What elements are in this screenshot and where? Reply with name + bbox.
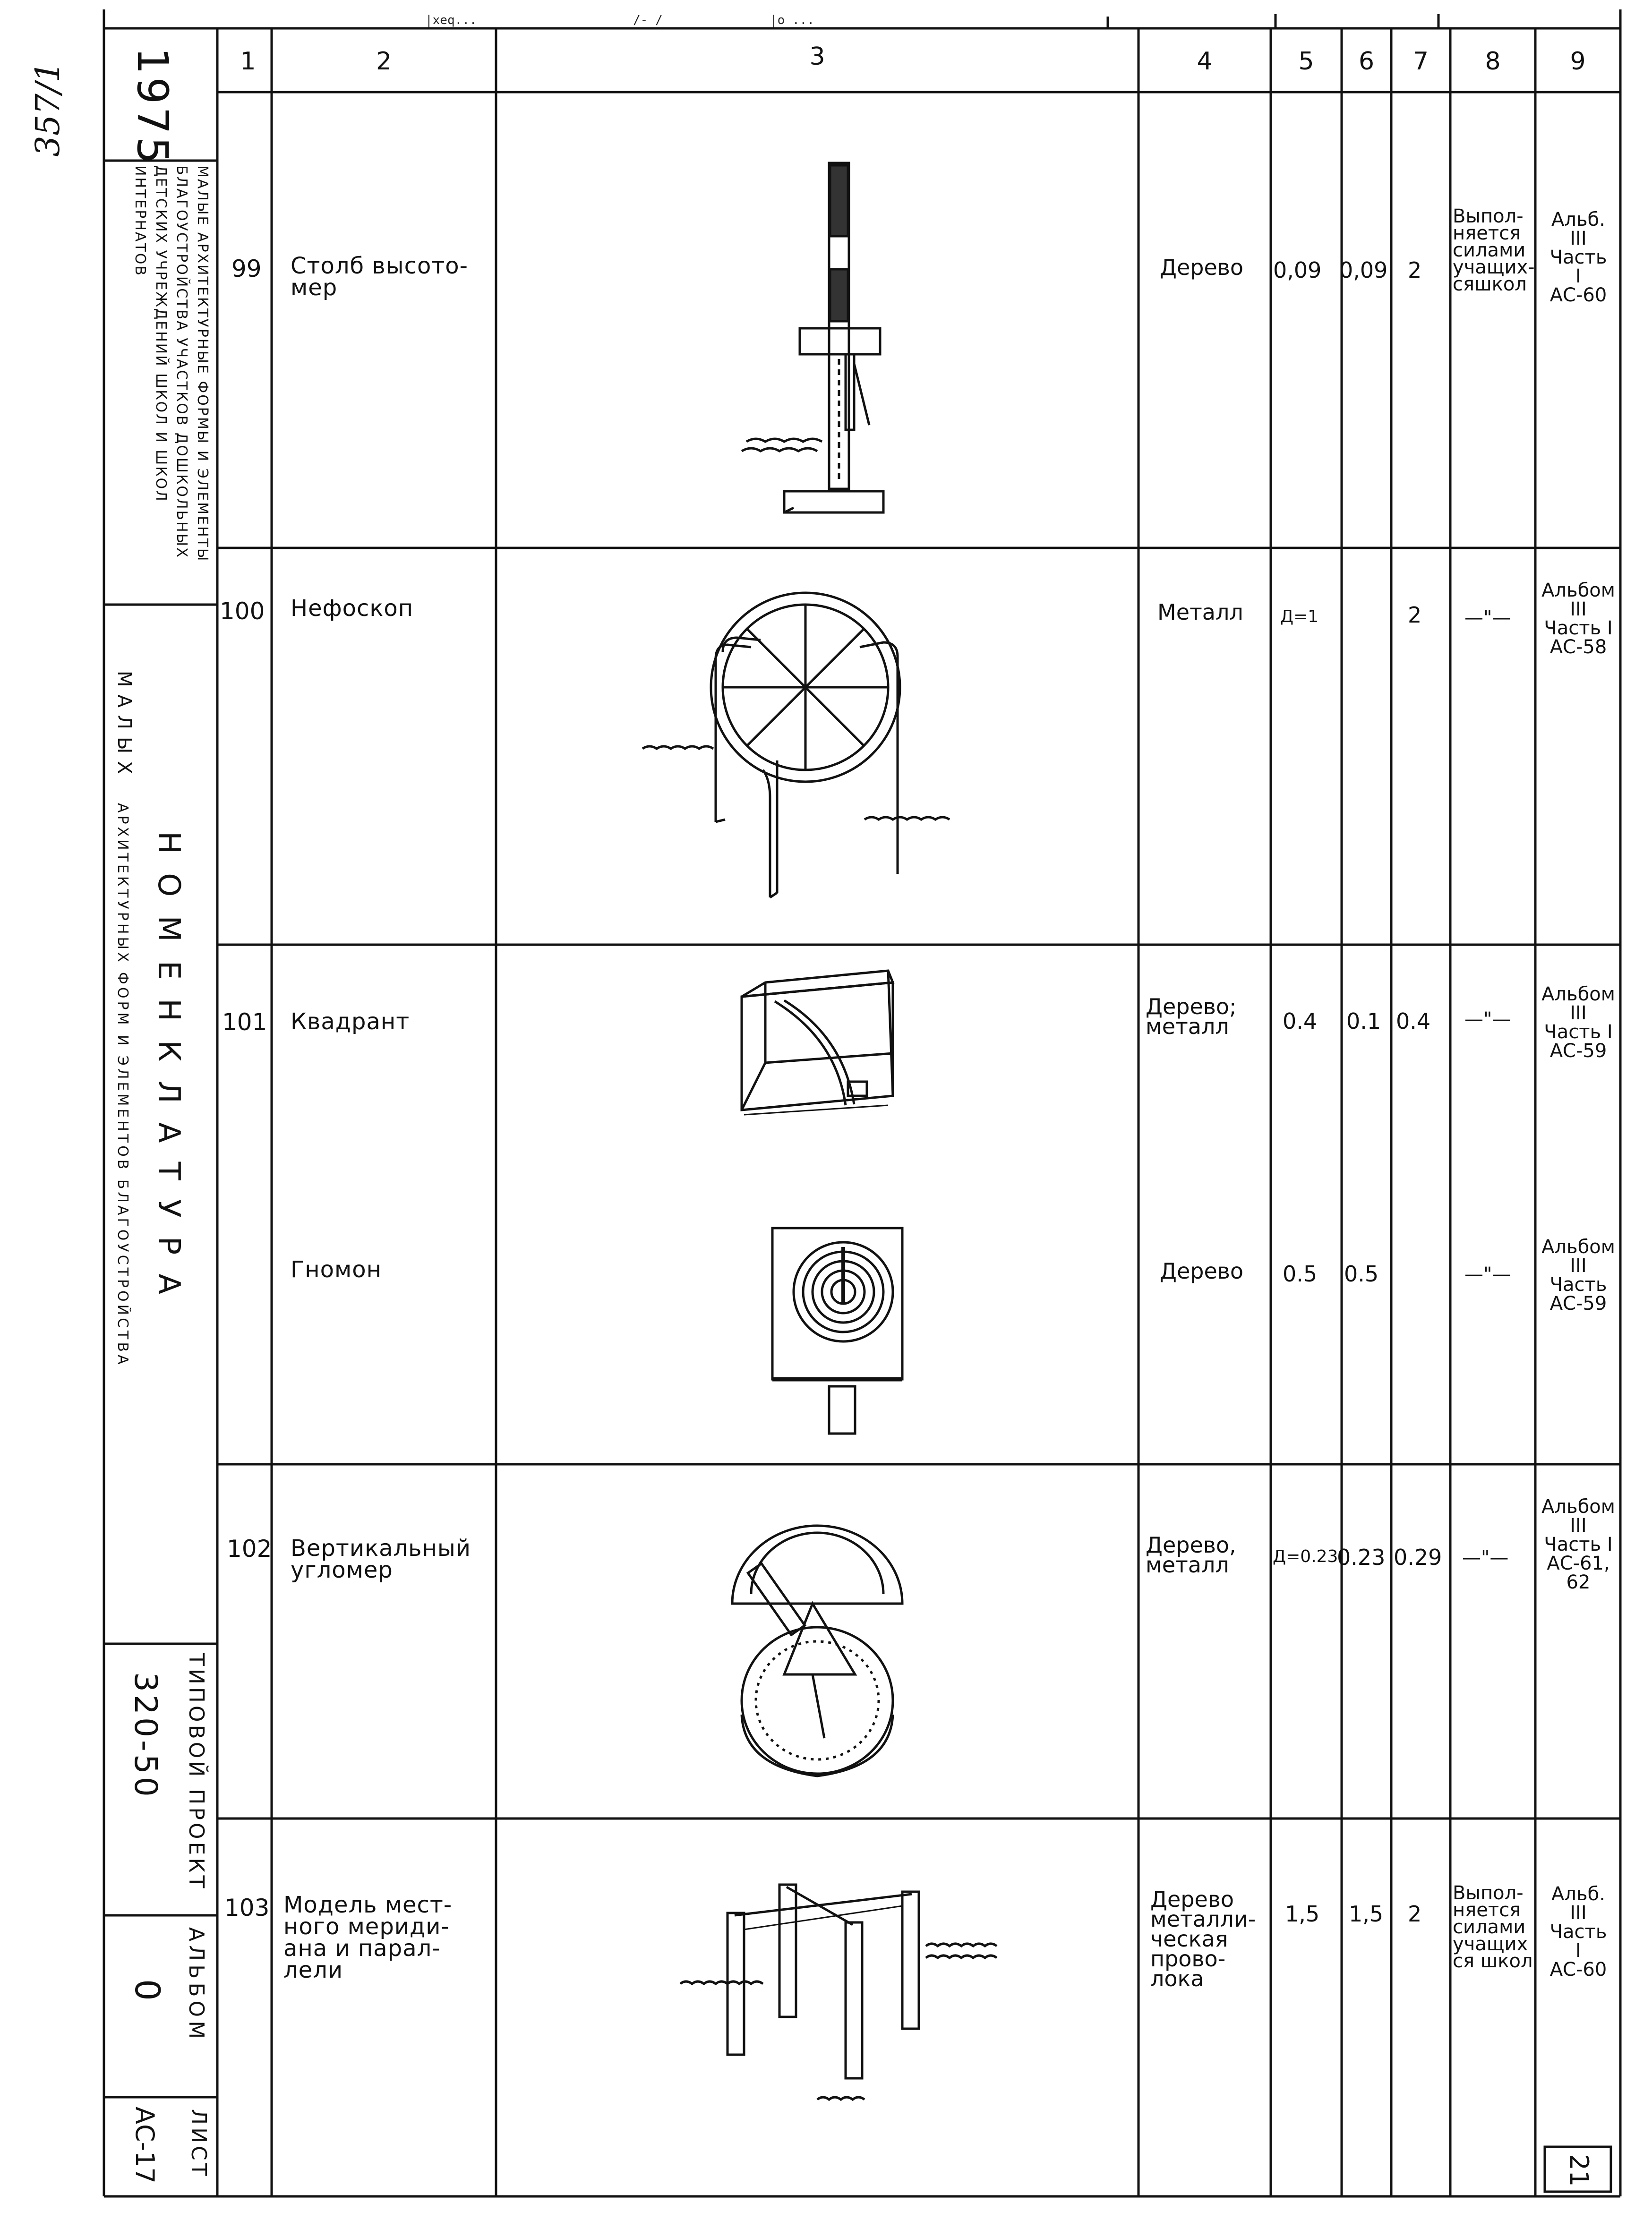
row-col6: 0,09 — [1339, 257, 1388, 283]
row-col5: 0.5 — [1283, 1261, 1318, 1287]
row-reference: Альбом III Часть I АС-59 — [1541, 983, 1615, 1062]
top-fragment: /- / — [633, 13, 663, 27]
row-note: —"— — [1464, 1264, 1511, 1285]
row-reference: Альбом III Часть I АС-58 — [1541, 580, 1615, 658]
column-header-2: 2 — [376, 47, 392, 76]
year-label: 1975 — [128, 47, 177, 167]
row-col7: 0.4 — [1396, 1008, 1431, 1034]
row-col6: 0.1 — [1346, 1008, 1381, 1034]
meridian-model-illustration — [680, 1885, 997, 2100]
row-col5: Д=0.23 — [1273, 1547, 1338, 1566]
row-note: —"— — [1462, 1547, 1509, 1569]
column-header-7: 7 — [1412, 47, 1429, 76]
row-name: Вертикальный угломер — [291, 1535, 471, 1583]
project-label: ТИПОВОЙ ПРОЕКТ — [184, 1653, 208, 1891]
row-number: 102 — [227, 1535, 272, 1563]
nomenclature-title: НОМЕНКЛАТУРА — [151, 831, 186, 1314]
row-col5: 1,5 — [1285, 1901, 1320, 1927]
row-col7: 2 — [1408, 1901, 1422, 1927]
row-note: —"— — [1464, 607, 1511, 629]
row-number: 99 — [231, 255, 262, 282]
row-col6: 0.23 — [1337, 1545, 1386, 1570]
gnomon-illustration — [772, 1228, 902, 1434]
row-col6: 1,5 — [1349, 1901, 1384, 1927]
row-note: Выпол- няется силами учащих ся школ — [1453, 1882, 1533, 1972]
row-number: 100 — [220, 598, 265, 625]
row-col7: 2 — [1408, 602, 1422, 628]
row-col5: 0,09 — [1273, 257, 1322, 283]
row-material: Дерево, металл — [1146, 1532, 1236, 1578]
row-material: Дерево; металл — [1146, 994, 1237, 1039]
column-header-5: 5 — [1298, 47, 1314, 76]
row-material: Дерево — [1160, 255, 1243, 280]
column-header-8: 8 — [1485, 47, 1501, 76]
album-number: 0 — [128, 1979, 167, 2001]
row-material: Дерево — [1160, 1258, 1243, 1284]
title-block: МАЛЫЕ АРХИТЕКТУРНЫЕ ФОРМЫ И ЭЛЕМЕНТЫ БЛАГОУСТРОЙСТВА УЧАСТКОВ ДОШКОЛЬНЫХ ДЕТСКИХ УЧРЕЖДЕНИЙ ШКОЛ И ШКОЛ ИНТЕРНАТОВ — [132, 165, 211, 563]
row-note: —"— — [1464, 1008, 1511, 1030]
row-name: Модель мест- ного мериди- ана и парал- лели — [283, 1892, 453, 1983]
row-name: Квадрант — [291, 1008, 410, 1035]
row-number: 101 — [222, 1008, 267, 1036]
row-name: Гномон — [291, 1256, 382, 1283]
row-material: Дерево металли- ческая прово- лока — [1150, 1887, 1256, 1991]
row-reference: Альб. III Часть I АС-60 — [1549, 209, 1607, 306]
row-reference: Альб. III Часть I АС-60 — [1549, 1883, 1607, 1981]
row-name: Столб высото- мер — [291, 253, 468, 301]
row-col6: 0.5 — [1344, 1261, 1379, 1287]
row-reference: Альбом III Часть I АС-61, 62 — [1541, 1496, 1615, 1593]
sheet-label: ЛИСТ — [187, 2109, 211, 2179]
row-note: Выпол- няется силами учащих- сяшкол — [1453, 205, 1535, 295]
angle-meter-illustration — [732, 1526, 902, 1776]
top-fragment: |o ... — [770, 13, 814, 27]
quadrant-illustration — [742, 971, 893, 1115]
top-fragment: |xeq... — [425, 13, 477, 27]
nephoscope-illustration — [642, 593, 950, 897]
row-col7: 0.29 — [1394, 1545, 1442, 1570]
row-reference: Альбом III Часть АС-59 — [1541, 1236, 1615, 1315]
row-col5: Д=1 — [1280, 607, 1319, 626]
nomenclature-line2-visible: АРХИТЕКТУРНЫХ ФОРМ И ЭЛЕМЕНТОВ БЛАГОУСТРОЙСТВА — [114, 803, 131, 1367]
row-col7: 2 — [1408, 257, 1422, 283]
column-header-1: 1 — [240, 47, 256, 76]
column-header-6: 6 — [1358, 47, 1375, 76]
row-material: Металл — [1157, 599, 1243, 625]
project-number: 320-50 — [128, 1672, 164, 1800]
column-header-9: 9 — [1570, 47, 1586, 76]
page-number: 21 — [1564, 2154, 1594, 2187]
album-label: АЛЬБОМ — [184, 1927, 208, 2043]
column-header-3: 3 — [809, 43, 825, 71]
column-header-4: 4 — [1197, 47, 1213, 76]
corner-note: 357/1 — [28, 61, 67, 157]
sheet-number: АС-17 — [130, 2107, 160, 2184]
nomenclature-line1: МАЛЫХ — [113, 671, 135, 782]
row-name: Нефоскоп — [291, 595, 414, 622]
row-number: 103 — [224, 1894, 270, 1921]
row-col5: 0.4 — [1283, 1008, 1318, 1034]
height-pole-illustration — [742, 163, 883, 512]
